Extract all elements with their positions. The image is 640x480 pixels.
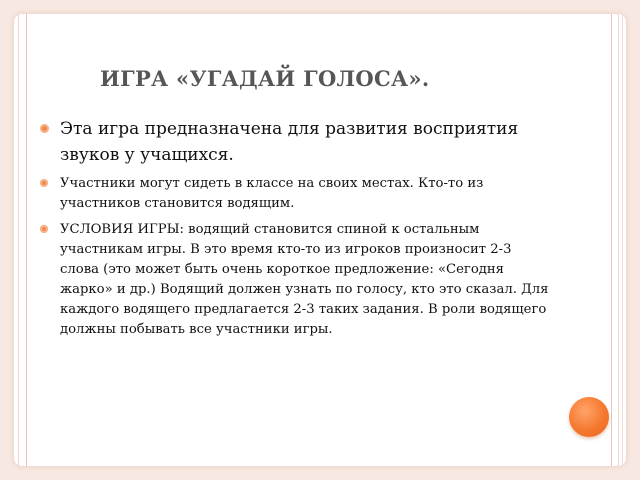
bullet-list [40, 116, 550, 346]
bullet-item [40, 174, 550, 214]
bullet-text: Эта игра предназначена для развития восприятия звуков у учащихся. [60, 119, 519, 165]
right-decorative-lines [611, 14, 624, 466]
bullet-item [40, 220, 550, 340]
slide-title: ИГРА «УГАДАЙ ГОЛОСА». [100, 66, 430, 91]
bullet-dot-icon [40, 225, 48, 233]
bullet-dot-icon [40, 179, 48, 187]
bullet-text: УСЛОВИЯ ИГРЫ: водящий становится спиной к остальным участникам игры. В это время кто-то из игроков произносит 2-3 слова (это может быть очень короткое предложение: «Сегодня жарко» и др.) Водящий должен узнать по голосу, кто это сказал. Для каждого водящего предлагается 2-3 таких задания. В роли водящего должны побывать все участники игры. [60, 222, 549, 337]
bullet-text: Участники могут сидеть в классе на своих местах. Кто-то из участников становится водящим. [60, 176, 484, 211]
bullet-dot-icon [40, 124, 49, 133]
orange-circle-decoration [569, 397, 609, 437]
bullet-item [40, 116, 550, 168]
left-decorative-lines [14, 14, 27, 466]
